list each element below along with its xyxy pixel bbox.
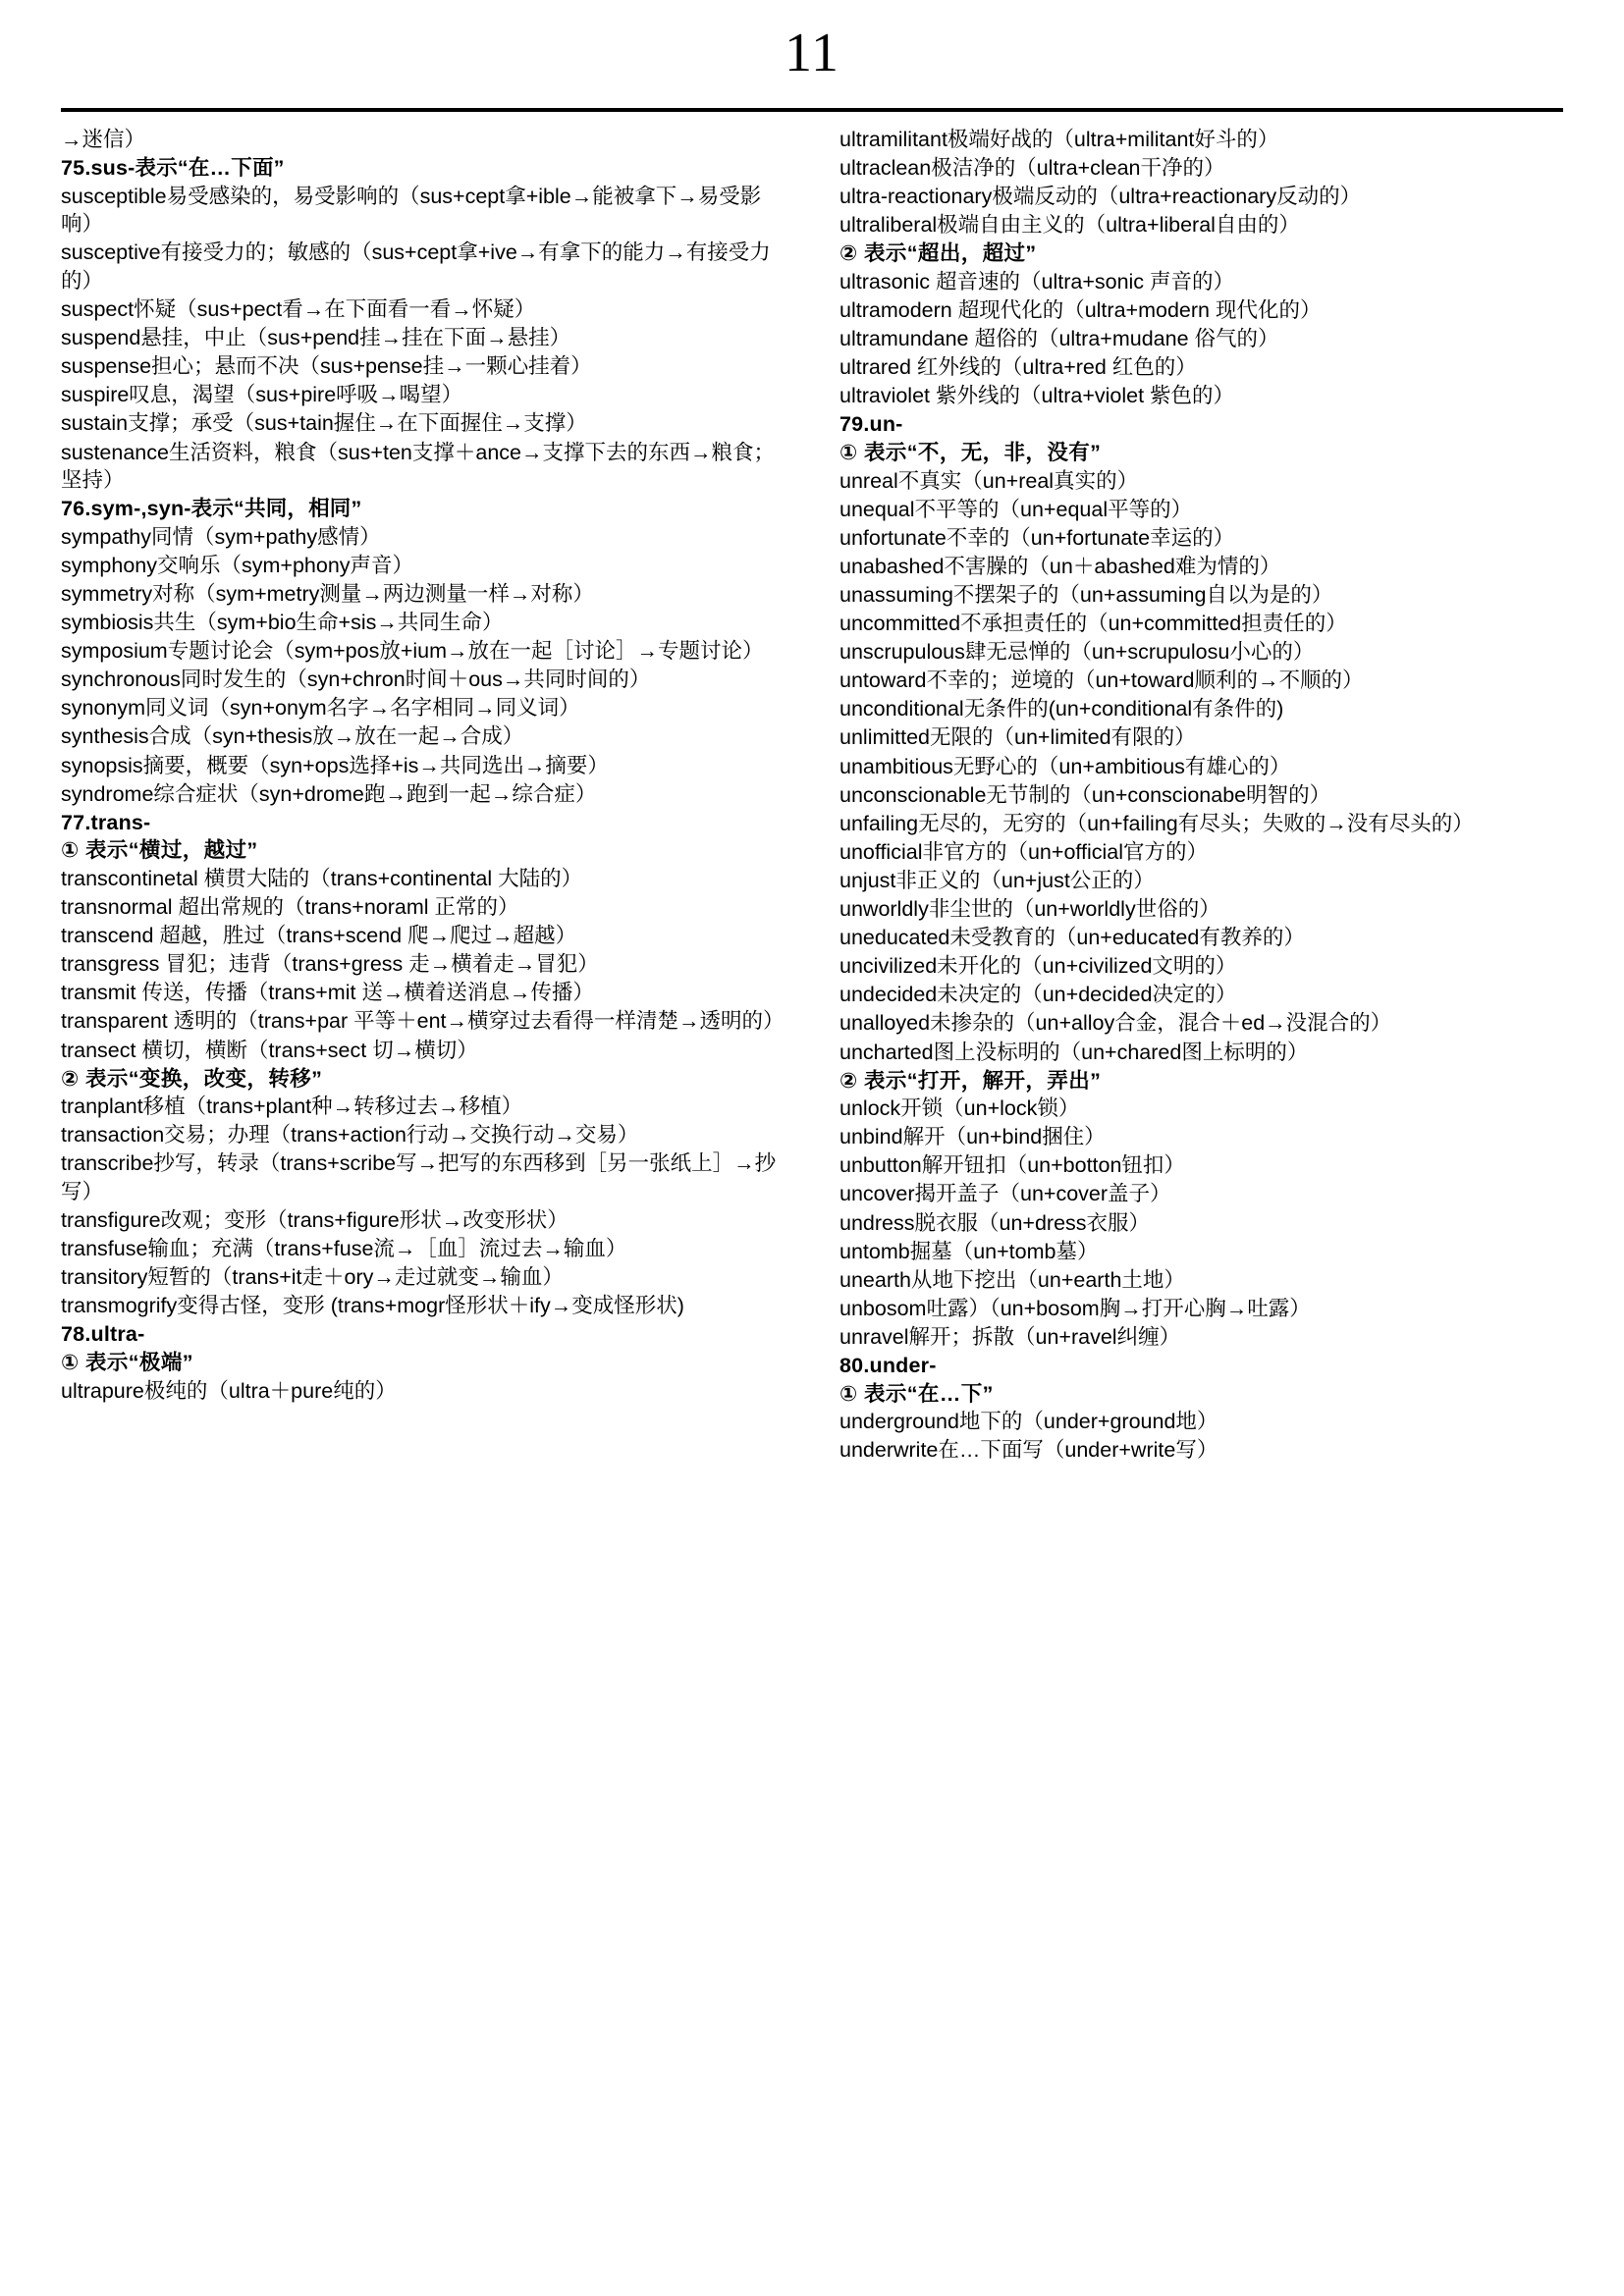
word-entry: symbiosis共生（sym+bio生命+sis→共同生命） [61, 611, 504, 635]
word-entry: unfortunate不幸的（un+fortunate幸运的） [839, 525, 1235, 550]
word-entry: ultramodern 超现代化的（ultra+modern 现代化的） [839, 298, 1322, 323]
section-heading: 79.un- [839, 412, 903, 437]
word-entry: transaction交易；办理（trans+action行动→交换行动→交易） [61, 1123, 639, 1148]
section-subheading: ② 表示“超出，超过” [839, 241, 1037, 266]
word-entry: synthesis合成（syn+thesis放→放在一起→合成） [61, 724, 524, 749]
word-entry: unlock开锁（un+lock锁） [839, 1096, 1080, 1121]
word-entry: transcribe抄写，转录（trans+scribe写→把写的东西移到［另一张纸上］→抄写） [61, 1151, 777, 1203]
section-heading: 75.sus-表示“在…下面” [61, 156, 285, 181]
word-entry: unequal不平等的（un+equal平等的） [839, 497, 1193, 521]
word-entry: unreal不真实（un+real真实的） [839, 468, 1139, 493]
word-entry: sympathy同情（sym+pathy感情） [61, 524, 381, 549]
word-entry: unambitious无野心的（un+ambitious有雄心的） [839, 754, 1291, 778]
word-entry: symmetry对称（sym+metry测量→两边测量一样→对称） [61, 582, 594, 606]
word-entry: unlimitted无限的（un+limited有限的） [839, 725, 1196, 750]
section-subheading: ① 表示“极端” [61, 1351, 193, 1375]
section-heading: 80.under- [839, 1354, 937, 1378]
word-entry: uncivilized未开化的（un+civilized文明的） [839, 954, 1237, 979]
word-entry: underwrite在…下面写（under+write写） [839, 1438, 1218, 1463]
word-entry: ultrapure极纯的（ultra＋pure纯的） [61, 1378, 397, 1403]
word-entry: ultrasonic 超音速的（ultra+sonic 声音的） [839, 269, 1235, 294]
word-entry: unbind解开（un+bind捆住） [839, 1125, 1106, 1149]
word-entry: transitory短暂的（trans+it走＋ory→走过就变→输血） [61, 1265, 564, 1290]
word-entry: unassuming不摆架子的（un+assuming自以为是的） [839, 583, 1333, 607]
section-subheading: ① 表示“横过，越过” [61, 838, 258, 863]
word-entry: untomb掘墓（un+tomb墓） [839, 1239, 1099, 1263]
section-heading: 77.trans- [61, 810, 151, 834]
right-column [812, 126, 1563, 1465]
word-entry: transgress 冒犯；违背（trans+gress 走→横着走→冒犯） [61, 952, 599, 977]
word-entry: ultraviolet 紫外线的（ultra+violet 紫色的） [839, 384, 1235, 408]
word-entry: suspect怀疑（sus+pect看→在下面看一看→怀疑） [61, 297, 536, 322]
word-entry: transfuse输血；充满（trans+fuse流→［血］流过去→输血） [61, 1237, 627, 1261]
word-entry: symposium专题讨论会（sym+pos放+ium→放在一起［讨论］→专题讨论） [61, 639, 764, 664]
word-entry: unconditional无条件的(un+conditional有条件的) [839, 697, 1284, 721]
word-entry: transmogrify变得古怪，变形 (trans+mogr怪形状＋ify→变成怪形状) [61, 1294, 684, 1318]
word-entry: ultra-reactionary极端反动的（ultra+reactionary反动的） [839, 185, 1362, 209]
word-entry: unbosom吐露）（un+bosom胸→打开心胸→吐露） [839, 1296, 1311, 1320]
word-entry: unscrupulous肆无忌惮的（un+scrupulosu小心的） [839, 640, 1315, 665]
word-entry: untoward不幸的；逆境的（un+toward顺利的→不顺的） [839, 668, 1364, 693]
word-entry: ultramilitant极端好战的（ultra+militant好斗的） [839, 128, 1279, 151]
page-number: 11 [785, 23, 839, 83]
word-entry: symphony交响乐（sym+phony声音） [61, 553, 414, 577]
word-entry: undress脱衣服（un+dress衣服） [839, 1210, 1151, 1235]
section-subheading: ② 表示“变换，改变，转移” [61, 1066, 323, 1091]
two-column-body [0, 126, 1624, 1465]
word-entry: sustain支撑；承受（sus+tain握住→在下面握住→支撑） [61, 411, 587, 436]
word-entry: transfigure改观；变形（trans+figure形状→改变形状） [61, 1208, 568, 1233]
word-entry: suspense担心；悬而不决（sus+pense挂→一颗心挂着） [61, 354, 592, 379]
word-entry: transcontinetal 横贯大陆的（trans+continental 大陆的） [61, 866, 583, 890]
word-entry: syndrome综合症状（syn+drome跑→跑到一起→综合症） [61, 781, 597, 806]
word-entry: transect 横切，横断（trans+sect 切→横切） [61, 1038, 478, 1062]
word-entry: susceptible易受感染的，易受影响的（sus+cept拿+ible→能被拿下→易受影响） [61, 184, 762, 237]
word-entry: unofficial非官方的（un+official官方的） [839, 839, 1208, 864]
section-subheading: ① 表示“不，无，非，没有” [839, 441, 1102, 465]
header-divider [61, 108, 1563, 112]
word-entry: unearth从地下挖出（un+earth土地） [839, 1267, 1185, 1292]
left-column [61, 126, 812, 1465]
word-entry: unworldly非尘世的（un+worldly世俗的） [839, 897, 1220, 922]
word-entry: transmit 传送，传播（trans+mit 送→横着送消息→传播） [61, 981, 594, 1005]
word-entry: transcend 超越，胜过（trans+scend 爬→爬过→超越） [61, 924, 577, 948]
word-entry: →迷信） [61, 128, 146, 151]
word-entry: ultraliberal极端自由主义的（ultra+liberal自由的） [839, 213, 1300, 238]
word-entry: susceptive有接受力的；敏感的（sus+cept拿+ive→有拿下的能力→有接受力的） [61, 240, 771, 293]
word-entry: suspire叹息，渴望（sus+pire呼吸→喝望） [61, 383, 463, 407]
word-entry: synchronous同时发生的（syn+chron时间＋ous→共同时间的） [61, 667, 651, 692]
word-entry: unconscionable无节制的（un+conscionabe明智的） [839, 782, 1331, 807]
word-entry: undecided未决定的（un+decided决定的） [839, 983, 1237, 1007]
word-entry: suspend悬挂，中止（sus+pend挂→挂在下面→悬挂） [61, 326, 571, 350]
section-subheading: ① 表示“在…下” [839, 1381, 994, 1406]
word-entry: unravel解开；拆散（un+ravel纠缠） [839, 1324, 1181, 1349]
word-entry: sustenance生活资料，粮食（sus+ten支撑＋ance→支撑下去的东西→粮食；坚持） [61, 440, 775, 493]
section-subheading: ② 表示“打开，解开，弄出” [839, 1068, 1102, 1093]
section-heading: 76.sym-,syn-表示“共同，相同” [61, 497, 362, 521]
word-entry: unabashed不害臊的（un＋abashed难为情的） [839, 554, 1281, 578]
word-entry: unfailing无尽的，无穷的（un+failing有尽头；失败的→没有尽头的） [839, 811, 1474, 835]
word-entry: unjust非正义的（un+just公正的） [839, 868, 1155, 892]
word-entry: uneducated未受教育的（un+educated有教养的） [839, 926, 1305, 950]
word-entry: transparent 透明的（trans+par 平等＋ent→横穿过去看得一样清楚→透明的） [61, 1009, 785, 1034]
word-entry: ultrared 红外线的（ultra+red 红色的） [839, 355, 1197, 380]
word-entry: underground地下的（under+ground地） [839, 1410, 1218, 1434]
word-entry: unalloyed未掺杂的（un+alloy合金，混合＋ed→没混合的） [839, 1011, 1392, 1036]
word-entry: synonym同义词（syn+onym名字→名字相同→同义词） [61, 696, 580, 721]
word-entry: ultraclean极洁净的（ultra+clean干净的） [839, 156, 1225, 181]
word-entry: synopsis摘要，概要（syn+ops选择+is→共同选出→摘要） [61, 753, 609, 777]
word-entry: tranplant移植（trans+plant种→转移过去→移植） [61, 1095, 523, 1119]
word-entry: transnormal 超出常规的（trans+noraml 正常的） [61, 895, 519, 920]
word-entry: uncharted图上没标明的（un+chared图上标明的） [839, 1040, 1309, 1064]
word-entry: uncover揭开盖子（un+cover盖子） [839, 1182, 1171, 1206]
word-entry: ultramundane 超俗的（ultra+mudane 俗气的） [839, 327, 1279, 351]
word-entry: unbutton解开钮扣（un+botton钮扣） [839, 1153, 1185, 1178]
word-entry: uncommitted不承担责任的（un+committed担责任的） [839, 612, 1347, 636]
section-heading: 78.ultra- [61, 1322, 145, 1347]
